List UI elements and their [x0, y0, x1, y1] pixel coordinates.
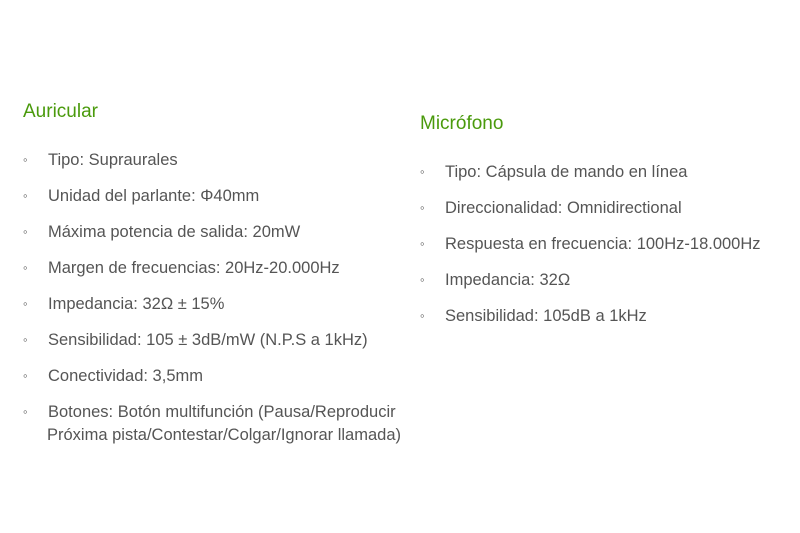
- bullet-icon: ◦: [23, 296, 28, 311]
- auricular-spec-list: [23, 149, 443, 447]
- spec-text: Impedancia: 32Ω: [445, 271, 571, 289]
- list-item: [23, 221, 443, 243]
- spec-text: Respuesta en frecuencia: 100Hz-18.000Hz: [445, 235, 761, 253]
- bullet-icon: ◦: [23, 332, 28, 347]
- bullet-icon: ◦: [23, 368, 28, 383]
- spec-text: Sensibilidad: 105 ± 3dB/mW (N.P.S a 1kHz): [48, 331, 368, 349]
- auricular-heading: Auricular: [23, 101, 98, 122]
- bullet-icon: ◦: [420, 164, 425, 179]
- spec-text-continuation: Próxima pista/Contestar/Colgar/Ignorar llamada): [47, 426, 401, 444]
- list-item: [23, 257, 443, 279]
- spec-text: Impedancia: 32Ω ± 15%: [48, 295, 225, 313]
- spec-text: Tipo: Cápsula de mando en línea: [445, 163, 688, 181]
- bullet-icon: ◦: [23, 188, 28, 203]
- spec-text: Sensibilidad: 105dB a 1kHz: [445, 307, 647, 325]
- bullet-icon: ◦: [23, 224, 28, 239]
- bullet-icon: ◦: [420, 200, 425, 215]
- list-item: [23, 149, 443, 171]
- list-item: [420, 197, 798, 219]
- spec-text: Margen de frecuencias: 20Hz-20.000Hz: [48, 259, 340, 277]
- spec-text: Direccionalidad: Omnidirectional: [445, 199, 682, 217]
- bullet-icon: ◦: [23, 152, 28, 167]
- microfono-heading: Micrófono: [420, 113, 504, 134]
- spec-text: Máxima potencia de salida: 20mW: [48, 223, 301, 241]
- list-item: [420, 233, 798, 255]
- microfono-spec-list: [420, 161, 798, 327]
- microfono-section: [420, 112, 798, 341]
- spec-text: Conectividad: 3,5mm: [48, 367, 203, 385]
- bullet-icon: ◦: [420, 272, 425, 287]
- list-item: [420, 161, 798, 183]
- bullet-icon: ◦: [420, 308, 425, 323]
- spec-text: Tipo: Supraurales: [48, 151, 178, 169]
- list-item: [420, 305, 798, 327]
- auricular-section: [23, 100, 443, 461]
- list-item: [23, 293, 443, 315]
- list-item: [23, 365, 443, 387]
- bullet-icon: ◦: [23, 260, 28, 275]
- list-item: [23, 401, 443, 447]
- spec-text: Unidad del parlante: Φ40mm: [48, 187, 260, 205]
- bullet-icon: ◦: [420, 236, 425, 251]
- spec-text: Botones: Botón multifunción (Pausa/Reproducir: [48, 403, 396, 421]
- list-item: [23, 329, 443, 351]
- list-item: [23, 185, 443, 207]
- bullet-icon: ◦: [23, 404, 28, 419]
- list-item: [420, 269, 798, 291]
